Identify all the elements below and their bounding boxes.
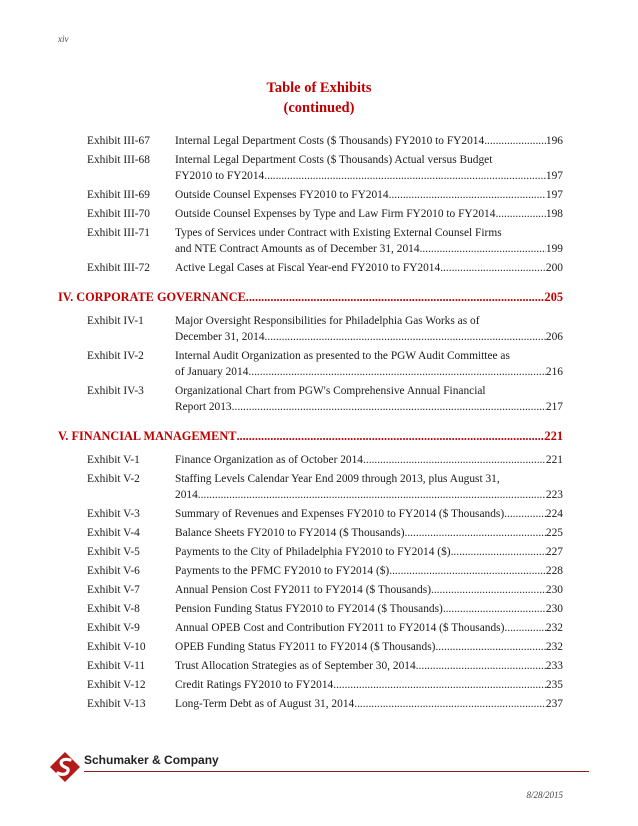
exhibit-title-line: Annual OPEB Cost and Contribution FY2011 to FY2014 ($ Thousands) (175, 622, 505, 634)
exhibit-page: 237 (545, 698, 563, 710)
exhibit-page: 232 (545, 641, 563, 653)
dot-leader (420, 241, 546, 257)
dot-leader (504, 506, 546, 522)
exhibit-title-line: Internal Legal Department Costs ($ Thousands) FY2010 to FY2014 (175, 135, 485, 147)
exhibit-entry[interactable] (58, 225, 563, 257)
footer-date: 8/28/2015 (526, 790, 563, 800)
exhibit-description (175, 133, 563, 149)
exhibit-description (175, 658, 563, 674)
section-heading-corporate-governance[interactable] (58, 288, 563, 306)
exhibit-title-line: Outside Counsel Expenses by Type and Law Firm FY2010 to FY2014 (175, 208, 496, 220)
dot-leader (198, 487, 546, 503)
exhibit-number: Exhibit V-5 (87, 546, 140, 558)
exhibit-page: 199 (545, 243, 563, 255)
dot-leader (363, 452, 546, 468)
exhibit-title-line: Outside Counsel Expenses FY2010 to FY2014 (175, 189, 389, 201)
page-title: Table of Exhibits (266, 80, 372, 96)
exhibit-number: Exhibit IV-3 (87, 385, 144, 397)
exhibit-description (175, 677, 563, 693)
exhibit-title-line: Finance Organization as of October 2014 (175, 454, 363, 466)
exhibit-page: 223 (545, 489, 563, 501)
exhibit-page: 221 (545, 454, 563, 466)
exhibit-entry[interactable] (58, 639, 563, 655)
exhibit-page: 197 (545, 189, 563, 201)
exhibit-number: Exhibit III-70 (87, 208, 150, 220)
exhibit-description (175, 225, 563, 257)
exhibit-description (175, 206, 563, 222)
exhibit-description (175, 563, 563, 579)
exhibit-title-line: Organizational Chart from PGW's Comprehensive Annual Financial (175, 385, 486, 397)
exhibit-title-line: Credit Ratings FY2010 to FY2014 (175, 679, 334, 691)
exhibit-title-line: Report 2013 (175, 401, 232, 413)
exhibit-title-line: Internal Legal Department Costs ($ Thousands) Actual versus Budget (175, 154, 493, 166)
exhibit-number: Exhibit V-10 (87, 641, 146, 653)
company-logo (50, 752, 219, 782)
exhibit-title-line: Summary of Revenues and Expenses FY2010 to FY2014 ($ Thousands) (175, 508, 505, 520)
exhibit-description (175, 506, 563, 522)
exhibit-page: 227 (545, 546, 563, 558)
exhibit-title-line: Types of Services under Contract with Existing External Counsel Firms (175, 227, 502, 239)
exhibit-entry[interactable] (58, 206, 563, 222)
exhibit-number: Exhibit V-1 (87, 454, 140, 466)
dot-leader (248, 364, 546, 380)
exhibit-page: 230 (545, 584, 563, 596)
exhibit-title-line: FY2010 to FY2014 (175, 170, 265, 182)
exhibit-number: Exhibit IV-2 (87, 350, 144, 362)
dot-leader (440, 260, 546, 276)
table-of-exhibits (58, 133, 563, 715)
exhibit-title-line: and NTE Contract Amounts as of December 31, 2014 (175, 243, 420, 255)
exhibit-title-line: of January 2014 (175, 366, 249, 378)
dot-leader (495, 206, 545, 222)
exhibit-entry[interactable] (58, 260, 563, 276)
exhibit-entry[interactable] (58, 313, 563, 345)
dot-leader (435, 639, 545, 655)
exhibit-number: Exhibit V-7 (87, 584, 140, 596)
exhibit-number: Exhibit III-72 (87, 262, 150, 274)
exhibit-title-line: Internal Audit Organization as presented to the PGW Audit Committee as (175, 350, 510, 362)
dot-leader (264, 168, 546, 184)
exhibit-number: Exhibit V-2 (87, 473, 140, 485)
exhibit-entry[interactable] (58, 506, 563, 522)
page-number: xiv (58, 34, 69, 44)
exhibit-entry[interactable] (58, 348, 563, 380)
dot-leader (389, 187, 546, 203)
exhibit-page: 230 (545, 603, 563, 615)
exhibit-page: 235 (545, 679, 563, 691)
exhibit-entry[interactable] (58, 187, 563, 203)
exhibit-description (175, 525, 563, 541)
exhibit-entry[interactable] (58, 471, 563, 503)
exhibit-page: 206 (545, 331, 563, 343)
exhibit-title-line: Pension Funding Status FY2010 to FY2014 ($ Thousands) (175, 603, 443, 615)
exhibit-number: Exhibit V-13 (87, 698, 146, 710)
exhibit-description (175, 313, 563, 345)
section-label: IV. CORPORATE GOVERNANCE (58, 290, 246, 304)
exhibit-page: 217 (545, 401, 563, 413)
exhibit-entry[interactable] (58, 544, 563, 560)
dot-leader (354, 696, 546, 712)
exhibit-description (175, 601, 563, 617)
exhibit-number: Exhibit V-3 (87, 508, 140, 520)
exhibit-title-line: Major Oversight Responsibilities for Philadelphia Gas Works as of (175, 315, 480, 327)
exhibit-number: Exhibit V-6 (87, 565, 140, 577)
exhibit-number: Exhibit III-69 (87, 189, 150, 201)
exhibit-entry[interactable] (58, 525, 563, 541)
exhibit-description (175, 260, 563, 276)
exhibit-page: 224 (545, 508, 563, 520)
dot-leader (416, 658, 546, 674)
exhibit-description (175, 544, 563, 560)
exhibit-title-line: Payments to the PFMC FY2010 to FY2014 ($) (175, 565, 390, 577)
exhibit-description (175, 187, 563, 203)
dot-leader (333, 677, 546, 693)
exhibit-page: 197 (545, 170, 563, 182)
dot-leader (504, 620, 546, 636)
dot-leader (443, 601, 546, 617)
dot-leader (265, 329, 546, 345)
exhibit-page: 233 (545, 660, 563, 672)
dot-leader (236, 427, 544, 445)
exhibit-entry[interactable] (58, 620, 563, 636)
exhibit-description (175, 452, 563, 468)
exhibit-entry[interactable] (58, 582, 563, 598)
dot-leader (484, 133, 546, 149)
exhibit-page: 200 (545, 262, 563, 274)
exhibit-description (175, 582, 563, 598)
exhibit-description (175, 383, 563, 415)
dot-leader (404, 525, 545, 541)
exhibit-page: 232 (545, 622, 563, 634)
exhibit-page: 196 (545, 135, 563, 147)
dot-leader (232, 399, 546, 415)
exhibit-group-governance (58, 313, 563, 415)
company-name: Schumaker & Company (84, 753, 219, 767)
exhibit-entry[interactable] (58, 658, 563, 674)
section-label: V. FINANCIAL MANAGEMENT (58, 429, 237, 443)
exhibit-title-line: Annual Pension Cost FY2011 to FY2014 ($ Thousands) (175, 584, 431, 596)
exhibit-entry[interactable] (58, 677, 563, 693)
exhibit-title-line: Active Legal Cases at Fiscal Year-end FY2010 to FY2014 (175, 262, 441, 274)
exhibit-number: Exhibit IV-1 (87, 315, 144, 327)
exhibit-description (175, 620, 563, 636)
exhibit-number: Exhibit V-11 (87, 660, 146, 672)
exhibit-entry[interactable] (58, 696, 563, 712)
exhibit-title-line: OPEB Funding Status FY2011 to FY2014 ($ Thousands) (175, 641, 436, 653)
exhibit-description (175, 152, 563, 184)
exhibit-title-line: Balance Sheets FY2010 to FY2014 ($ Thousands) (175, 527, 405, 539)
exhibit-title-line: 2014 (175, 489, 198, 501)
exhibit-page: 198 (545, 208, 563, 220)
exhibit-group-financial (58, 452, 563, 712)
exhibit-title-line: Long-Term Debt as of August 31, 2014 (175, 698, 355, 710)
exhibit-entry[interactable] (58, 383, 563, 415)
dot-leader (451, 544, 546, 560)
section-heading-financial-management[interactable] (58, 427, 563, 445)
exhibit-description (175, 348, 563, 380)
section-page: 221 (544, 429, 563, 443)
exhibit-title-line: December 31, 2014 (175, 331, 265, 343)
exhibit-description (175, 696, 563, 712)
exhibit-number: Exhibit III-67 (87, 135, 150, 147)
exhibit-entry[interactable] (58, 601, 563, 617)
footer-rule (84, 771, 589, 772)
exhibit-title-line: Staffing Levels Calendar Year End 2009 through 2013, plus August 31, (175, 473, 500, 485)
exhibit-description (175, 639, 563, 655)
schumaker-logo-icon (50, 752, 80, 782)
exhibit-entry[interactable] (58, 133, 563, 149)
page-subtitle: (continued) (283, 100, 355, 116)
exhibit-description (175, 471, 563, 503)
exhibit-entry[interactable] (58, 563, 563, 579)
section-page: 205 (544, 290, 563, 304)
exhibit-number: Exhibit III-68 (87, 154, 150, 166)
dot-leader (431, 582, 546, 598)
exhibit-title-line: Payments to the City of Philadelphia FY2010 to FY2014 ($) (175, 546, 451, 558)
exhibit-number: Exhibit III-71 (87, 227, 150, 239)
exhibit-page: 216 (545, 366, 563, 378)
exhibit-title-line: Trust Allocation Strategies as of September 30, 2014 (175, 660, 416, 672)
exhibit-number: Exhibit V-4 (87, 527, 140, 539)
exhibit-page: 228 (545, 565, 563, 577)
exhibit-number: Exhibit V-12 (87, 679, 146, 691)
exhibit-page: 225 (545, 527, 563, 539)
exhibit-number: Exhibit V-8 (87, 603, 140, 615)
exhibit-number: Exhibit V-9 (87, 622, 140, 634)
exhibit-entry[interactable] (58, 152, 563, 184)
exhibit-group-legal (58, 133, 563, 276)
dot-leader (246, 288, 545, 306)
dot-leader (389, 563, 546, 579)
exhibit-entry[interactable] (58, 452, 563, 468)
